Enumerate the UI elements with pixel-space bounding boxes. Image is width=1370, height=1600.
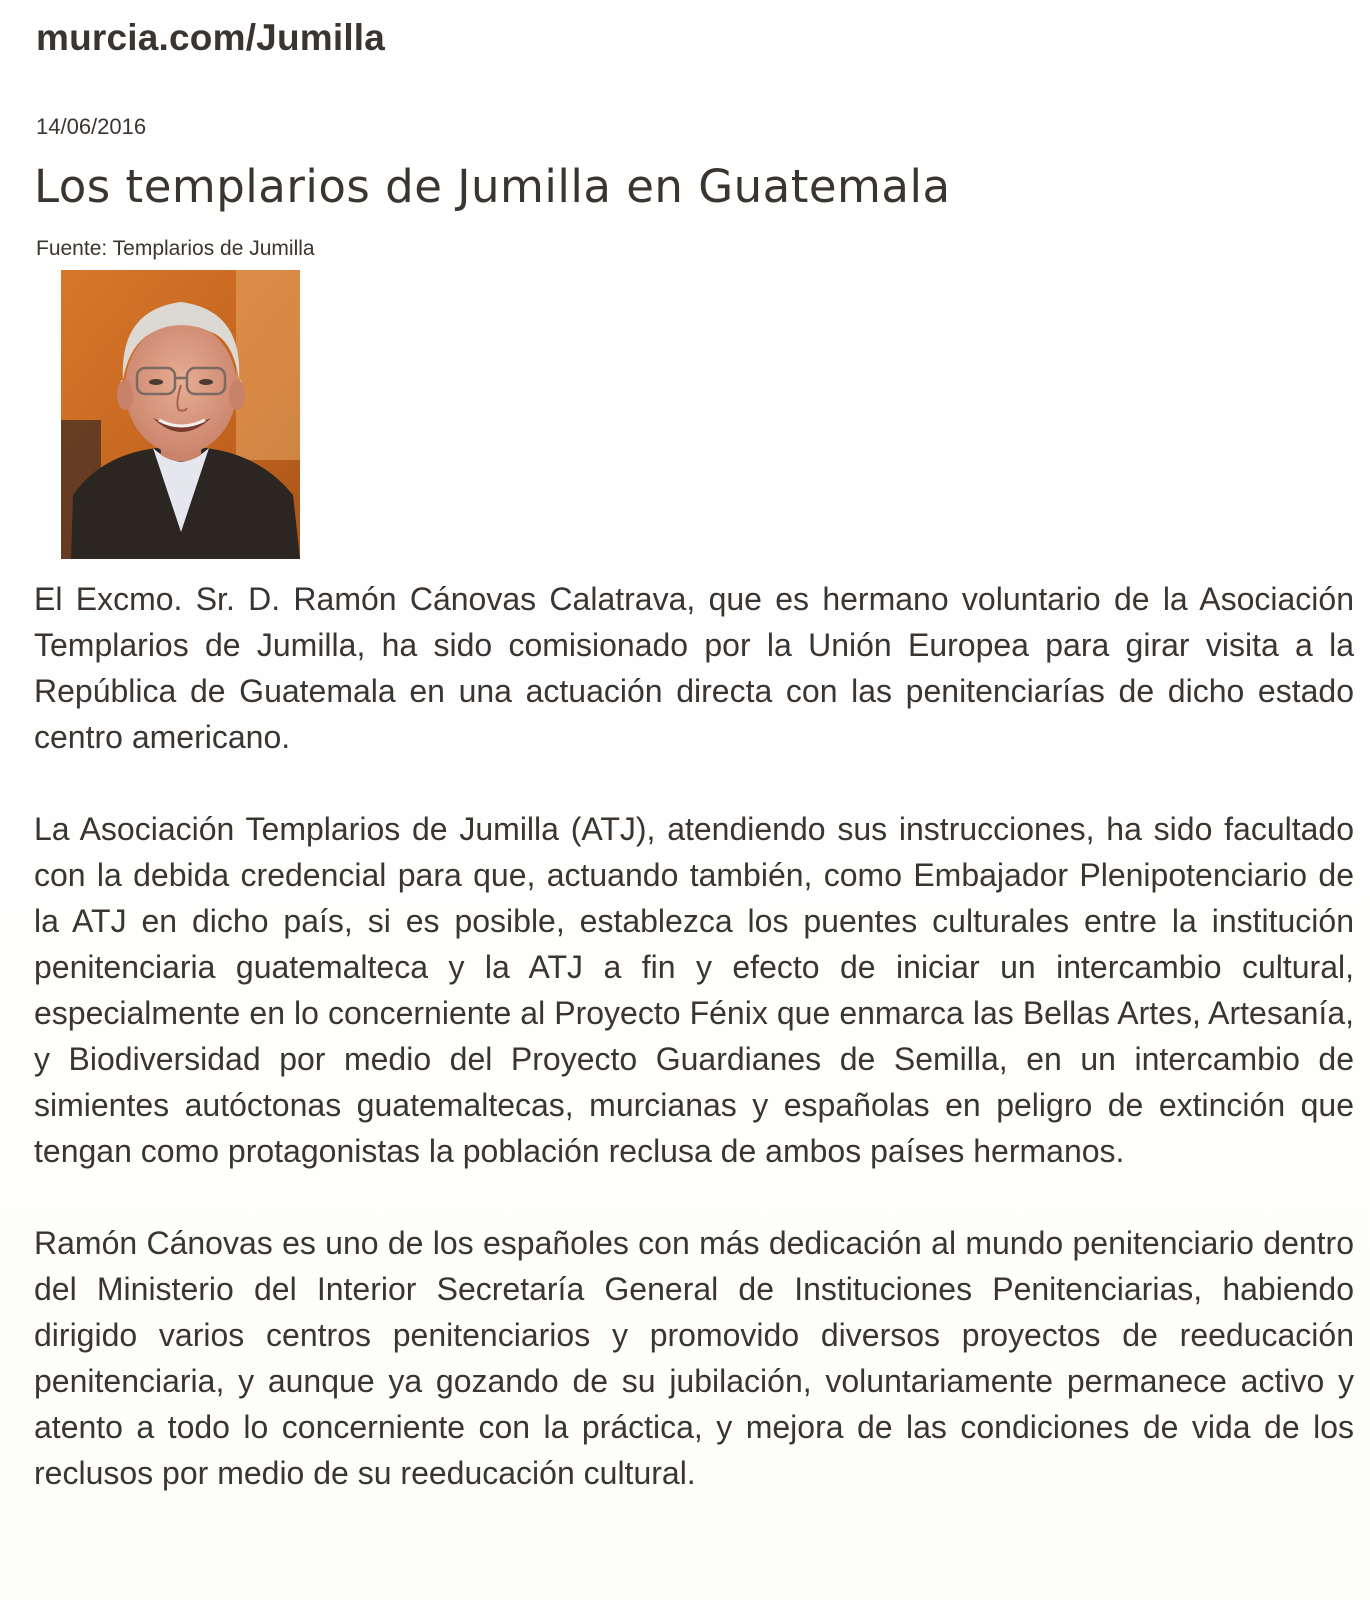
article-source: Fuente: Templarios de Jumilla xyxy=(36,237,315,260)
article-paragraph: Ramón Cánovas es uno de los españoles con más dedicación al mundo penitenciario dentro del Ministerio del Interior Secretaría General de Instituciones Penitenciarias, habiendo dirigido varios centros penitenciarios y promovido diversos proyectos de reeducación penitenciaria, y aunque ya gozando de su jubilación, voluntariamente permanece activo y atento a todo lo concerniente con la práctica, y mejora de las condiciones de vida de los reclusos por medio de su reeducación cultural. xyxy=(34,1225,1354,1491)
portrait-photo-icon xyxy=(61,270,300,559)
article-headline: Los templarios de Jumilla en Guatemala xyxy=(34,160,951,213)
article-body xyxy=(34,576,1354,1542)
site-title: murcia.com/Jumilla xyxy=(36,17,386,58)
article-paragraph: La Asociación Templarios de Jumilla (ATJ), atendiendo sus instrucciones, ha sido facultado con la debida credencial para que, actuando también, como Embajador Plenipotenciario de la ATJ en dicho país, si es posible, establezca los puentes culturales entre la institución penitenciaria guatemalteca y la ATJ a fin y efecto de iniciar un intercambio cultural, especialmente en lo concerniente al Proyecto Fénix que enmarca las Bellas Artes, Artesanía, y Biodiversidad por medio del Proyecto Guardianes de Semilla, en un intercambio de simientes autóctonas guatemaltecas, murcianas y españolas en peligro de extinción que tengan como protagonistas la población reclusa de ambos países hermanos. xyxy=(34,811,1354,1169)
article-date: 14/06/2016 xyxy=(36,114,147,139)
article-paragraph: El Excmo. Sr. D. Ramón Cánovas Calatrava, que es hermano voluntario de la Asociación Templarios de Jumilla, ha sido comisionado por la Unión Europea para girar visita a la República de Guatemala en una actuación directa con las penitenciarías de dicho estado centro americano. xyxy=(34,581,1354,755)
portrait-photo xyxy=(61,270,300,559)
